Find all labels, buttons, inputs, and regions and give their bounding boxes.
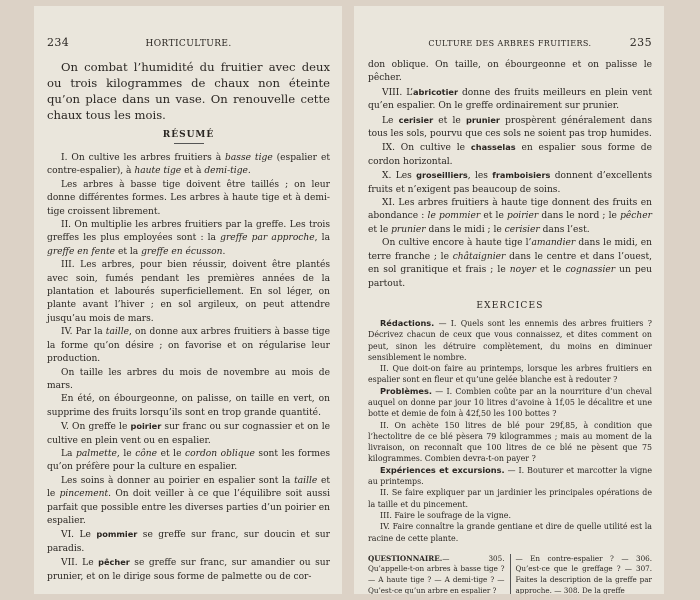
summary-paragraph: X. Les groseilliers, les framboisiers donnent d’excellents fruits et n’exigent pas beaucoup de soins. [368, 170, 652, 195]
summary-paragraph: Les soins à donner au poirier en espalier sont la taille et le pincement. On doit veiller à ce que l’équilibre soit aussi parfait que possible entre les diverses parties d’un poirier en espalier. [47, 475, 330, 526]
exercise-item: IV. Faire connaître la grande gentiane et dire de quelle utilité est la racine de cette plante. [368, 522, 652, 543]
exercise-item: II. Se faire expliquer par un jardinier les principales opérations de la taille et du pincement. [368, 488, 652, 509]
exercises-heading: EXERCICES [476, 300, 544, 311]
summary-paragraph: IV. Par la taille, on donne aux arbres fruitiers à basse tige la forme qu’on désire ; on favorise et on régularise leur production. [47, 327, 330, 365]
summary-paragraph: II. On multiplie les arbres fruitiers par la greffe. Les trois greffes les plus employées sont : la greffe par approche, la greffe en fente et la greffe en écusson. [47, 220, 330, 257]
exercise-item: Rédactions. — I. Quels sont les ennemis des arbres fruitiers ? Décrivez chacun de ceux que vous connaissez, et dites comment on peut, sinon les détruire complètement, du moins en diminuer sensiblement le nombre. [368, 317, 652, 362]
page-number-right: 235 [629, 36, 652, 49]
summary-paragraph: La palmette, le cône et le cordon oblique sont les formes qu’on préfère pour la culture en espalier. [47, 448, 330, 473]
summary-paragraph: Le cerisier et le prunier prospèrent généralement dans tous les sols, pourvu que ces sols ne soient pas trop humides. [368, 114, 652, 140]
summary-paragraph: V. On greffe le poirier sur franc ou sur cognassier et on le cultive en plein vent ou en espalier. [47, 421, 330, 446]
intro-paragraph: On combat l’humidité du fruitier avec deux ou trois kilogrammes de chaux non éteinte qu’on place dans un vase. On renouvelle cette chaux tous les mois. [47, 60, 330, 122]
running-title-left: HORTICULTURE. [145, 39, 232, 49]
summary-paragraph: VIII. L’abricotier donne des fruits meilleurs en plein vent qu’en espalier. On le greffe ordinairement sur prunier. [368, 86, 653, 112]
exercise-item: Expériences et excursions. — I. Bouturer et marcotter la vigne au printemps. [368, 464, 652, 487]
questionnaire-left: QUESTIONNAIRE.— 305. Qu’appelle-t-on arbres à basse tige ? — A haute tige ? — A demi-tige ? — Qu’est-ce qu’un arbre en espalier ? [368, 554, 511, 594]
right-page [354, 6, 664, 594]
exercise-item: III. Faire le soufrage de la vigne. [380, 510, 511, 520]
summary-paragraph: VI. Le pommier se greffe sur franc, sur doucin et sur paradis. [47, 529, 330, 554]
exercise-item: II. Que doit-on faire au printemps, lorsque les arbres fruitiers en espalier sont en fleur et qu’une gelée blanche est à redouter ? [368, 364, 652, 385]
heading-rule [174, 143, 204, 144]
questionnaire-right: — En contre-espalier ? — 306. Qu’est-ce que le greffage ? — 307. Faites la description de la greffe par approche. — 308. De la greffe [515, 553, 652, 594]
summary-paragraph: III. Les arbres, pour bien réussir, doivent être plantés avec soin, fumés pendant les premières années de la plantation et labourés superficiellement. En sol léger, on plante avant l’hiver ; en sol argileux, on peut attendre jusqu’au mois de mars. [47, 260, 330, 324]
summary-paragraph: On taille les arbres du mois de novembre au mois de mars. [47, 367, 330, 391]
questionnaire [368, 554, 652, 594]
summary-paragraph: On cultive encore à haute tige l’amandier dans le midi, en terre franche ; le châtaignier dans le centre et dans l’ouest, en sol granitique et frais ; le noyer et le cognassier un peu partout. [368, 238, 652, 289]
summary-paragraph: Les arbres à basse tige doivent être taillés ; on leur donne différentes formes. Les arbres à haute tige et à demi-tige croissent librement. [47, 179, 330, 217]
left-header [47, 36, 330, 49]
running-title-right: CULTURE DES ARBRES FRUITIERS. [428, 39, 592, 48]
summary-paragraph: don oblique. On taille, on ébourgeonne et on palisse le pêcher. [368, 60, 652, 84]
page-number-left: 234 [47, 36, 70, 49]
summary-paragraph: IX. On cultive le chasselas en espalier sous forme de cordon horizontal. [368, 142, 653, 167]
exercise-item: Problèmes. — I. Combien coûte par an la nourriture d’un cheval auquel on donne par jour 10 litres d’avoine à 1f,05 le décalitre et une botte et demie de foin à 42f,50 les 100 bottes ? [368, 385, 652, 419]
left-page [34, 6, 342, 594]
exercise-item: II. On achète 150 litres de blé pour 29f,85, à condition que l’hectolitre de ce blé pèsera 79 kilogrammes ; mais au moment de la livraison, on reconnaît que 100 litres de ce blé ne pèsent que 75 kilogrammes. Combien devra-t-on payer ? [368, 420, 652, 464]
summary-paragraph: En été, on ébourgeonne, on palisse, on taille en vert, on supprime des fruits lorsqu’ils sont en trop grande quantité. [47, 394, 330, 418]
summary-paragraph: XI. Les arbres fruitiers à haute tige donnent des fruits en abondance : le pommier et le poirier dans le nord ; le pêcher et le prunier dans le midi ; le cerisier dans l’est. [368, 198, 652, 235]
right-header [368, 36, 652, 49]
resume-heading: RÉSUMÉ [162, 130, 215, 140]
summary-paragraph: VII. Le pêcher se greffe sur franc, sur amandier ou sur prunier, et on le dirige sous forme de palmette ou de cor- [47, 557, 330, 582]
summary-paragraph: I. On cultive les arbres fruitiers à basse tige (espalier et contre-espalier), à haute tige et à demi-tige. [47, 153, 330, 177]
